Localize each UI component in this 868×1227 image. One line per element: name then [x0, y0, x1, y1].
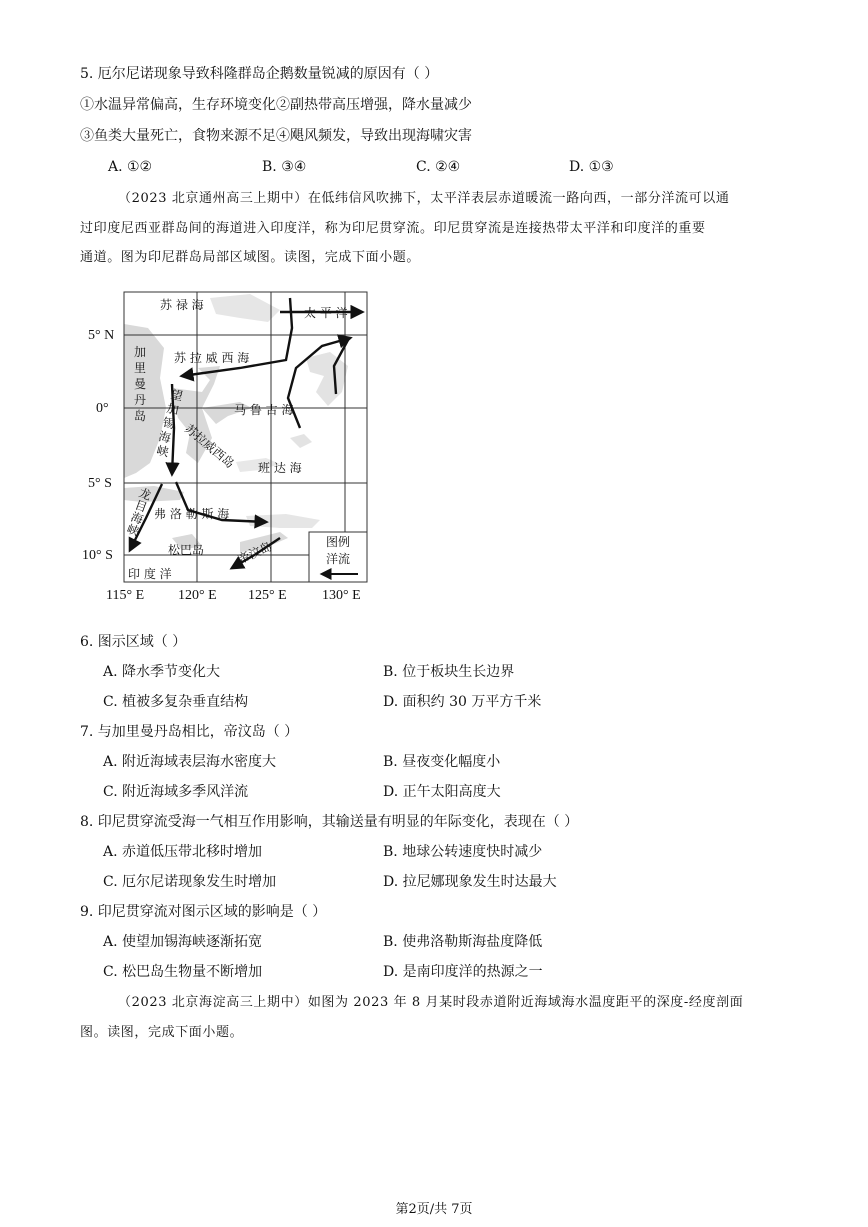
q5-statement-line1: ①水温异常偏高，生存环境变化②副热带高压增强，降水量减少 [80, 97, 472, 113]
lat-label-5s: 5° S [88, 476, 112, 491]
q9-option-c: C. 松巴岛生物量不断增加 [103, 964, 263, 980]
label-celebes-sea: 苏 拉 威 西 海 [174, 351, 250, 365]
label-flores-sea: 弗 洛 勒 斯 海 [154, 507, 230, 521]
q7-option-c: C. 附近海域多季风洋流 [103, 784, 249, 800]
svg-text:海: 海 [128, 509, 146, 527]
intro2-line1: （2023 北京海淀高三上期中）如图为 2023 年 8 月某时段赤道附近海域海水温度距平的深度-经度剖面 [118, 995, 744, 1010]
intro1-line3: 通道。图为印尼群岛局部区域图。读图，完成下面小题。 [80, 250, 421, 265]
svg-text:丹: 丹 [134, 393, 147, 407]
svg-text:峡: 峡 [155, 443, 171, 460]
q6-option-c: C. 植被多复杂垂直结构 [103, 694, 249, 710]
lat-label-10s: 10° S [82, 548, 113, 563]
lon-label-125e: 125° E [248, 588, 287, 603]
q7-stem: 7. 与加里曼丹岛相比，帝汶岛（ ） [80, 724, 299, 740]
q5-statement-line2: ③鱼类大量死亡，食物来源不足④飓风频发，导致出现海啸灾害 [80, 128, 472, 144]
label-molucca-sea: 马 鲁 古 海 [234, 403, 294, 417]
label-sumba: 松巴岛 [168, 543, 205, 557]
q5-option-c: C. ②④ [416, 159, 461, 175]
svg-text:目: 目 [132, 497, 150, 515]
label-sulawesi: 苏拉威西岛 [182, 421, 238, 471]
svg-text:龙: 龙 [136, 485, 154, 503]
q6-option-d: D. 面积约 30 万平方千米 [383, 694, 542, 710]
q5-option-a: A. ①② [108, 159, 153, 175]
legend-item-label: 洋流 [326, 552, 351, 566]
q7-option-d: D. 正午太阳高度大 [383, 784, 501, 800]
q6-stem: 6. 图示区域（ ） [80, 634, 187, 650]
intro1-line1: （2023 北京通州高三上期中）在低纬信风吹拂下，太平洋表层赤道暖流一路向西，一部分洋流可以通 [118, 191, 730, 206]
page-footer: 第2页/共 7页 [395, 1202, 473, 1217]
label-indian-ocean: 印 度 洋 [128, 567, 172, 581]
q8-stem: 8. 印尼贯穿流受海一气相互作用影响，其输送量有明显的年际变化，表现在（ ） [80, 814, 579, 830]
svg-text:望: 望 [169, 387, 185, 404]
q6-option-a: A. 降水季节变化大 [103, 664, 221, 680]
intro2-line2: 图。读图，完成下面小题。 [80, 1025, 244, 1040]
svg-text:曼: 曼 [134, 377, 147, 391]
q5-option-b: B. ③④ [262, 159, 307, 175]
svg-text:峡: 峡 [124, 521, 142, 539]
label-kalimantan [134, 344, 146, 423]
map-legend [309, 532, 367, 582]
q9-option-d: D. 是南印度洋的热源之一 [383, 964, 543, 980]
svg-text:里: 里 [134, 361, 147, 375]
svg-text:岛: 岛 [134, 409, 147, 423]
legend-title: 图例 [326, 535, 351, 549]
label-pacific: 太 平 洋 [304, 306, 348, 320]
q8-option-a: A. 赤道低压带北移时增加 [103, 844, 263, 860]
svg-text:加: 加 [134, 345, 147, 359]
lon-label-120e: 120° E [178, 588, 217, 603]
q7-option-b: B. 昼夜变化幅度小 [383, 754, 501, 770]
svg-text:海: 海 [157, 429, 173, 446]
label-banda-sea: 班 达 海 [258, 461, 302, 475]
q5-stem: 5. 厄尔尼诺现象导致科隆群岛企鹅数量锐减的原因有（ ） [80, 66, 439, 82]
q9-option-b: B. 使弗洛勒斯海盐度降低 [383, 934, 543, 950]
label-sulu-sea: 苏 禄 海 [160, 298, 204, 312]
q8-option-d: D. 拉尼娜现象发生时达最大 [383, 874, 557, 890]
lat-label-5n: 5° N [88, 328, 115, 343]
q9-option-a: A. 使望加锡海峡逐渐拓宽 [103, 934, 263, 950]
lat-label-0: 0° [96, 401, 109, 416]
label-timor: 帝汶岛 [235, 539, 275, 567]
lon-label-130e: 130° E [322, 588, 361, 603]
indonesia-map [90, 288, 380, 608]
q7-option-a: A. 附近海域表层海水密度大 [103, 754, 277, 770]
svg-text:加: 加 [165, 401, 181, 418]
q5-option-d: D. ①③ [569, 159, 614, 175]
q8-option-b: B. 地球公转速度快时减少 [383, 844, 543, 860]
intro1-line2: 过印度尼西亚群岛间的海道进入印度洋，称为印尼贯穿流。印尼贯穿流是连接热带太平洋和印度洋的重要 [80, 221, 706, 236]
lon-label-115e: 115° E [106, 588, 145, 603]
q8-option-c: C. 厄尔尼诺现象发生时增加 [103, 874, 277, 890]
svg-text:锡: 锡 [161, 415, 177, 432]
q9-stem: 9. 印尼贯穿流对图示区域的影响是（ ） [80, 904, 327, 920]
q6-option-b: B. 位于板块生长边界 [383, 664, 515, 680]
